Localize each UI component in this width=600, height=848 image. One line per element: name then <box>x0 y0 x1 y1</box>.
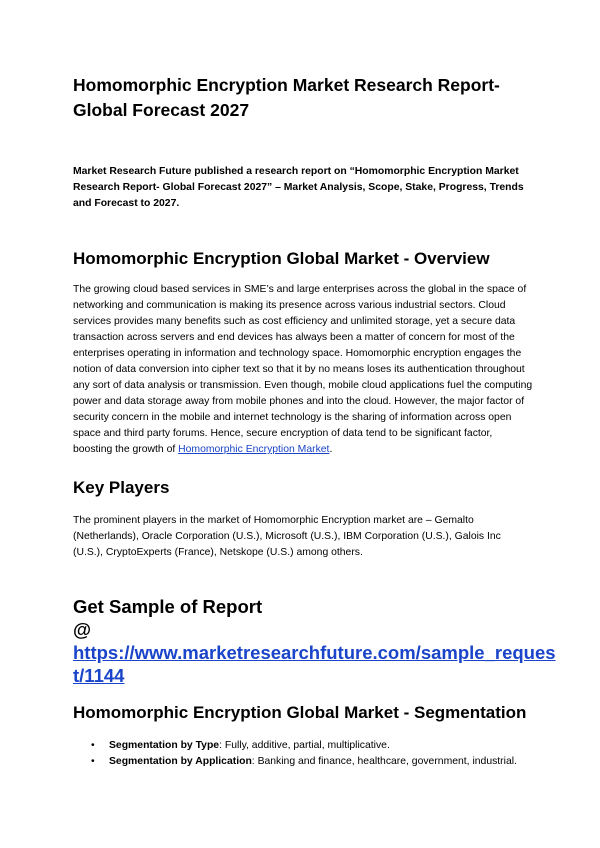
intro-paragraph: Market Research Future published a research report on “Homomorphic Encryption Market Research Report- Global Forecast 2027” – Market Analysis, Scope, Stake, Progress, Trends and Forecast to 2027. <box>73 166 524 209</box>
overview-end: . <box>329 444 333 455</box>
key-players-paragraph: The prominent players in the market of Homomorphic Encryption market are – Gemalto (Netherlands), Oracle Corporation (U.S.), Microsoft (U.S.), IBM Corporation (U.S.), Galois Inc (U.S.), CryptoExperts (France), Netskope (U.S.) among others. <box>73 515 501 558</box>
segment-label: Segmentation by Application <box>109 756 252 767</box>
document-title: Homomorphic Encryption Market Research Report- Global Forecast 2027 <box>73 75 500 120</box>
list-item <box>73 754 533 770</box>
overview-heading: Homomorphic Encryption Global Market - Overview <box>73 249 490 268</box>
segment-label: Segmentation by Type <box>109 740 220 751</box>
sample-prefix: @ <box>73 619 92 640</box>
segmentation-list <box>73 738 533 770</box>
overview-paragraph <box>73 282 533 458</box>
sample-link[interactable]: https://www.marketresearchfuture.com/sample_reques <box>73 642 556 663</box>
market-link[interactable]: Homomorphic Encryption Market <box>178 444 330 455</box>
bullet-icon: • <box>91 740 95 751</box>
key-players-heading: Key Players <box>73 478 170 497</box>
sample-heading-text: Get Sample of Report <box>73 596 263 617</box>
sample-link-line-2 <box>73 664 543 687</box>
sample-link-line <box>73 618 556 664</box>
bullet-icon: • <box>91 756 95 767</box>
segmentation-heading: Homomorphic Encryption Global Market - Segmentation <box>73 703 527 722</box>
sample-link-continued[interactable]: t/1144 <box>73 665 125 686</box>
segment-text: : Fully, additive, partial, multiplicative. <box>219 740 390 751</box>
sample-heading <box>73 595 556 687</box>
list-item <box>73 738 533 754</box>
segment-text: : Banking and finance, healthcare, government, industrial. <box>251 756 517 767</box>
overview-text: The growing cloud based services in SME’s and large enterprises across the global in the space of networking and communication is making its presence across various industrial sectors. Cloud services provides many benefits such as cost efficiency and unlimited storage, yet a secure data transaction across servers and end devices has always been a matter of concern for most of the enterprises operating in information and technology space. Homomorphic encryption engages the notion of data conversion into cipher text so that it by no means loses its authentication throughout any sort of data analysis or transmission. Even though, mobile cloud applications fuel the computing power and data storage away from mobile phones and into the cloud. However, the major factor of security concern in the mobile and internet technology is the sharing of information across open space and third party forums. Hence, secure encryption of data tend to be significant factor, boosting the growth of <box>73 284 533 455</box>
